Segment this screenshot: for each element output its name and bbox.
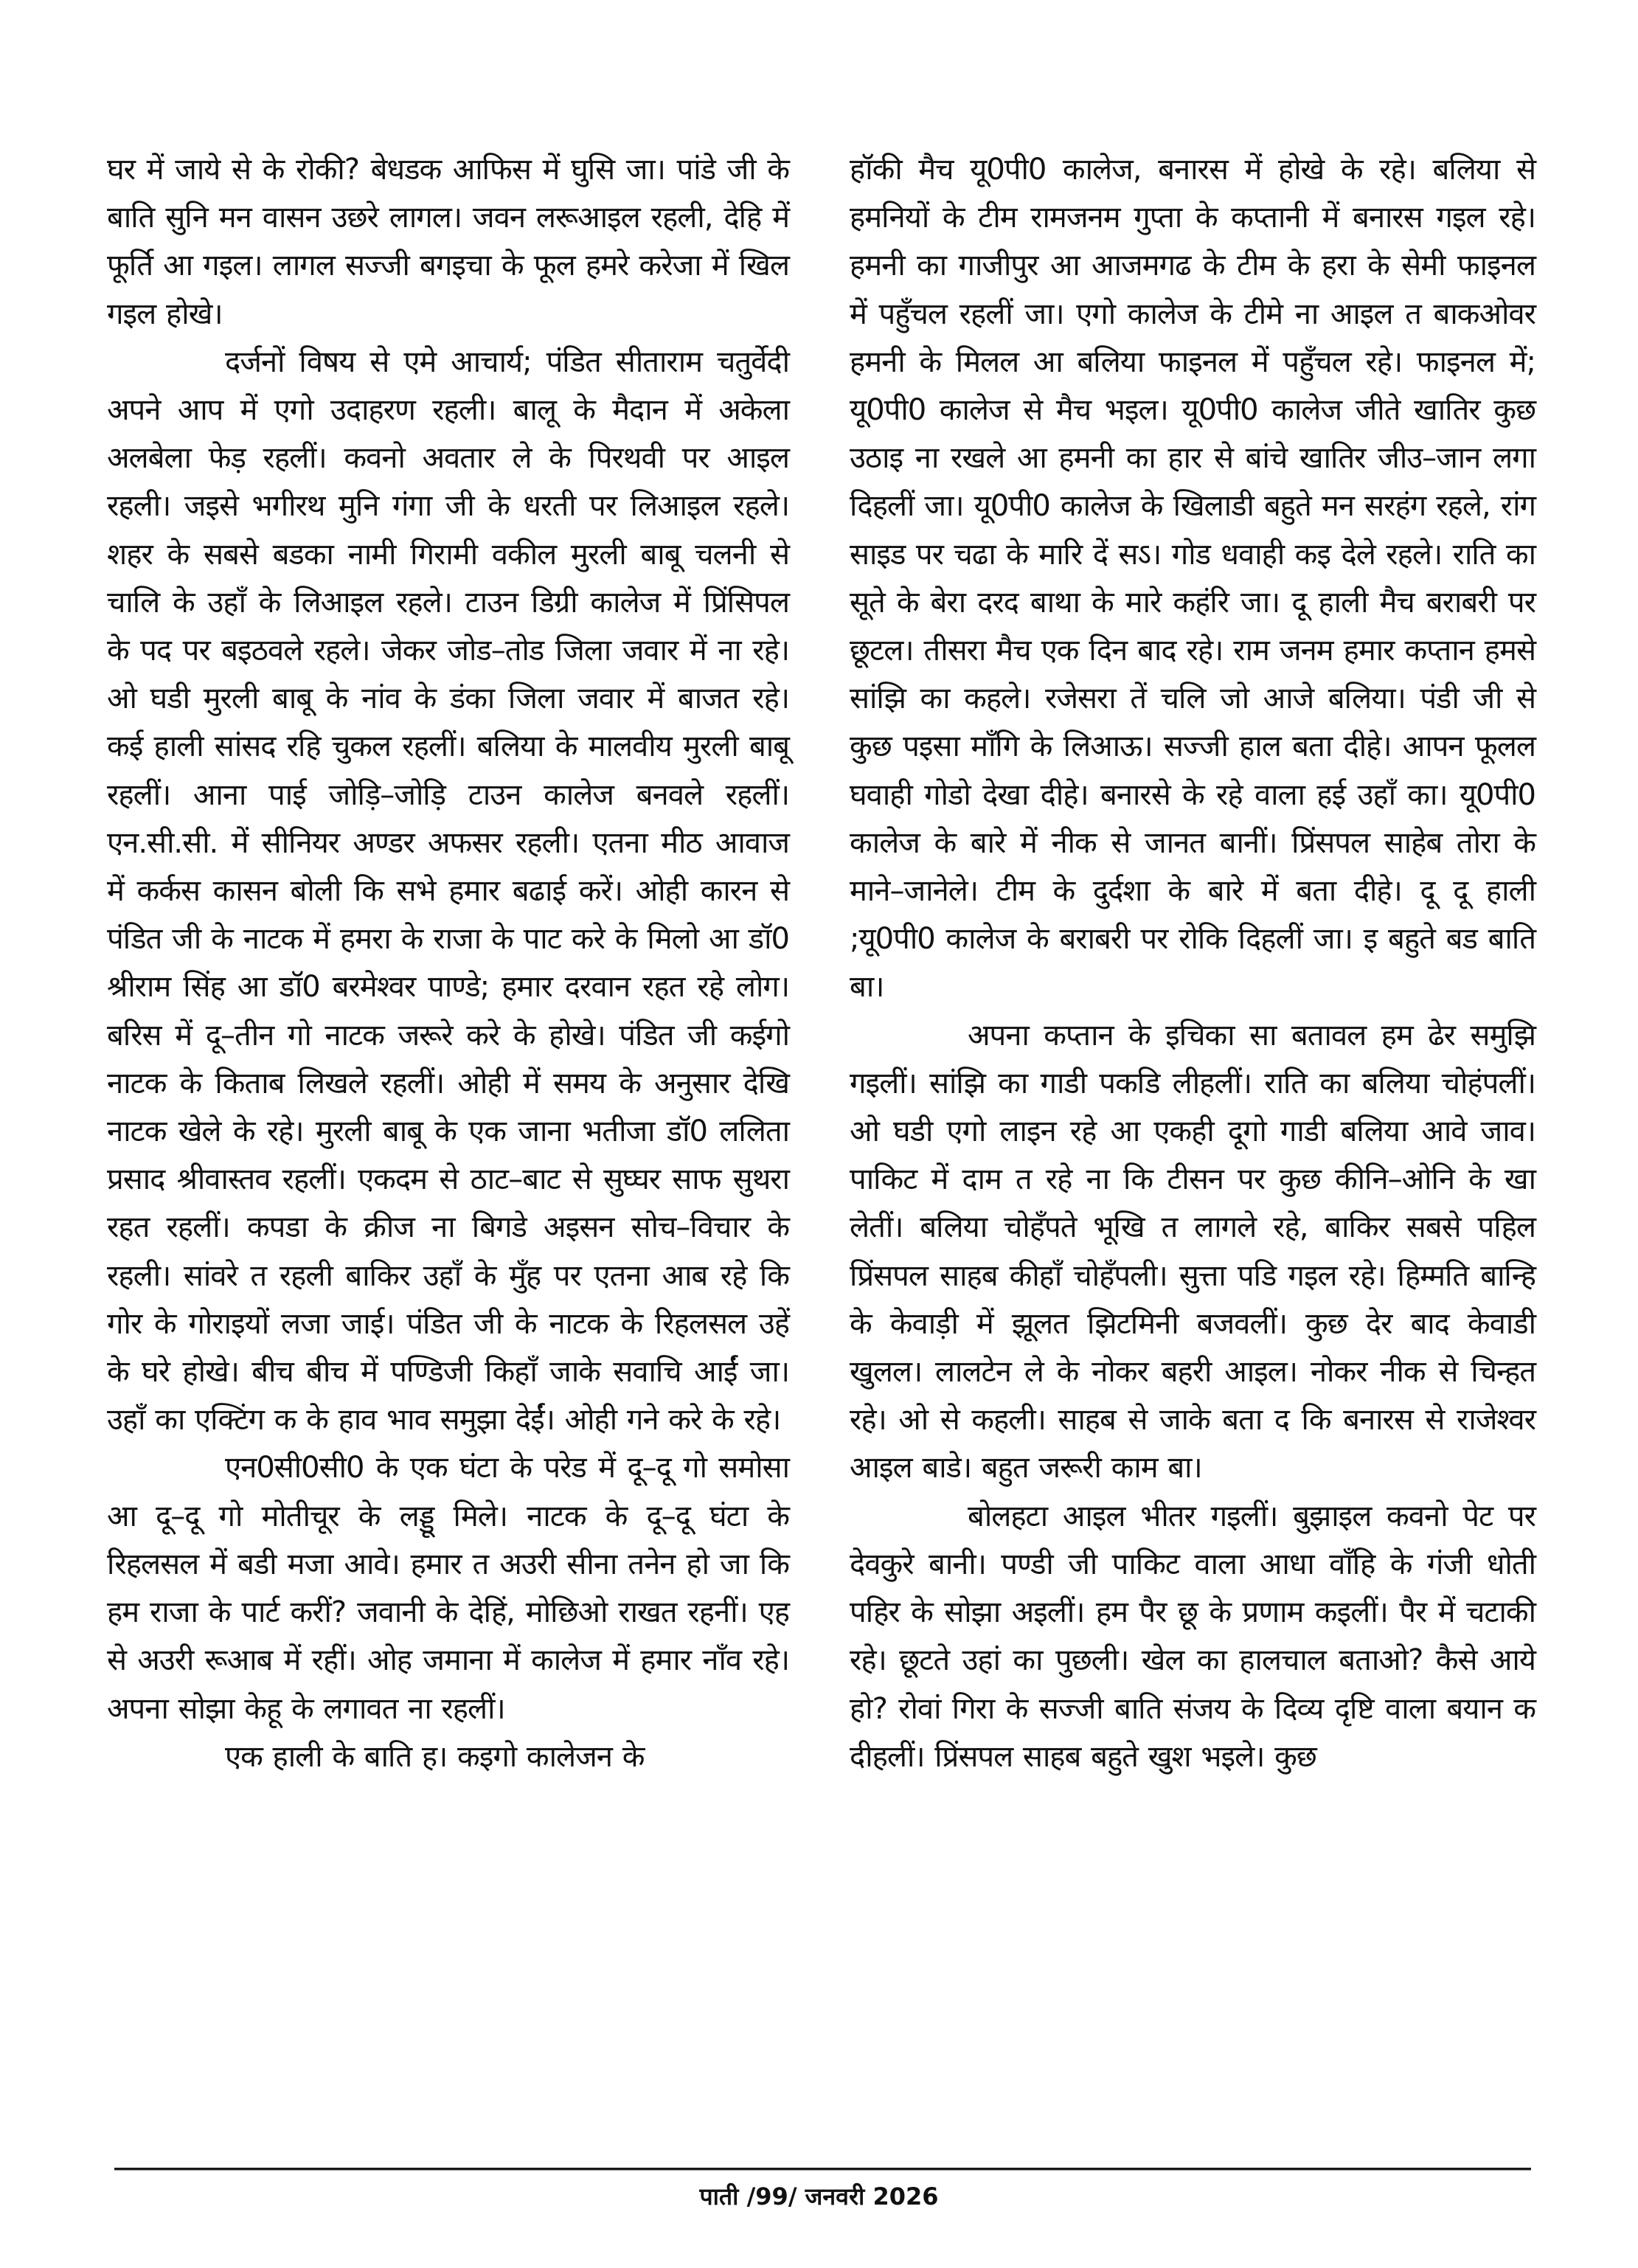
right-text-column [850, 146, 1535, 1781]
paragraph: बोलहटा आइल भीतर गइलीं। बुझाइल कवनो पेट पर देवकुरे बानी। पण्डी जी पाकिट वाला आधा वॉंहि के गंजी धोती पहिर के सोझा अइलीं। हम पैर छू के प्रणाम कइलीं। पैर में चटाकी रहे। छूटते उहां का पुछली। खेल का हालचाल बताओ? कैसे आये हो? रोवां गिरा के सज्जी बाति संजय के दिव्य दृष्टि वाला बयान क दीहलीं। प्रिंसपल साहब बहुते खुश भइले। कुछ [850, 1499, 1535, 1774]
paragraph: हॉकी मैच यू0पी0 कालेज, बनारस में होखे के रहे। बलिया से हमनियों के टीम रामजनम गुप्ता के कप्तानी में बनारस गइल रहे। हमनी का गाजीपुर आ आजमगढ के टीम के हरा के सेमी फाइनल में पहुँचल रहलीं जा। एगो कालेज के टीमे ना आइल त बाकओवर हमनी के मिलल आ बलिया फाइनल में पहुँचल रहे। फाइनल में; यू0पी0 कालेज से मैच भइल। यू0पी0 कालेज जीते खातिर कुछ उठाइ ना रखले आ हमनी का हार से बांचे खातिर जीउ–जान लगा दिहलीं जा। यू0पी0 कालेज के खिलाडी बहुते मन सरहंग रहले, रांग साइड पर चढा के मारि दें सऽ। गोड धवाही कइ देले रहले। राति का सूते के बेरा दरद बाथा के मारे कहंरि जा। दू हाली मैच बराबरी पर छूटल। तीसरा मैच एक दिन बाद रहे। राम जनम हमार कप्तान हमसे सांझि का कहले। रजेसरा तें चलि जो आजे बलिया। पंडी जी से कुछ पइसा मॉंगि के लिआऊ। सज्जी हाल बता दीहे। आपन फूलल घवाही गोडो देखा दीहे। बनारसे के रहे वाला हई उहाँ का। यू0पी0 कालेज के बारे में नीक से जानत बानीं। प्रिंसपल साहेब तोरा के माने–जानेले। टीम के दुर्दशा के बारे में बता दीहे। दू दू हाली ;यू0पी0 कालेज के बराबरी पर रोकि दिहलीं जा। इ बहुते बड बाति बा। [850, 153, 1535, 1005]
paragraph: अपना कप्तान के इचिका सा बतावल हम ढेर समुझि गइलीं। सांझि का गाडी पकडि लीहलीं। राति का बलिया चोहंपलीं। ओ घडी एगो लाइन रहे आ एकही दूगो गाडी बलिया आवे जाव। पाकिट में दाम त रहे ना कि टीसन पर कुछ कीनि–ओनि के खा लेतीं। बलिया चोहँपते भूखि त लागले रहे, बाकिर सबसे पहिल प्रिंसपल साहब कीहाँ चोहँपली। सुत्ता पडि गइल रहे। हिम्मति बान्हि के केवाड़ी में झूलत झिटमिनी बजवलीं। कुछ देर बाद केवाडी खुलल। लालटेन ले के नोकर बहरी आइल। नोकर नीक से चिन्हत रहे। ओ से कहली। साहब से जाके बता द कि बनारस से राजेश्वर आइल बाडे। बहुत जरूरी काम बा। [850, 1018, 1535, 1485]
left-text-column [107, 146, 789, 1781]
paragraph: एन0सी0सी0 के एक घंटा के परेड में दू–दू गो समोसा आ दू–दू गो मोतीचूर के लड्डू मिले। नाटक के दू–दू घंटा के रिहलसल में बडी मजा आवे। हमार त अउरी सीना तनेन हो जा कि हम राजा के पार्ट करीं? जवानी के देहिं, मोछिओ राखत रहनीं। एह से अउरी रूआब में रहीं। ओह जमाना में कालेज में हमार नाँव रहे। अपना सोझा केहू के लगावत ना रहलीं। [107, 1451, 789, 1726]
paragraph: घर में जाये से के रोकी? बेधडक आफिस में घुसि जा। पांडे जी के बाति सुनि मन वासन उछरे लागल। जवन लरूआइल रहली, देहि में फूर्ति आ गइल। लागल सज्जी बगइचा के फूल हमरे करेजा में खिल गइल होखे। [107, 153, 789, 331]
page-footer: पाती /99/ जनवरी 2026 [699, 2182, 939, 2210]
footer-divider [114, 2168, 1531, 2170]
paragraph: दर्जनों विषय से एमे आचार्य; पंडित सीताराम चतुर्वेदी अपने आप में एगो उदाहरण रहली। बालू के मैदान में अकेला अलबेला फेड़ रहलीं। कवनो अवतार ले के पिरथवी पर आइल रहली। जइसे भगीरथ मुनि गंगा जी के धरती पर लिआइल रहले। शहर के सबसे बडका नामी गिरामी वकील मुरली बाबू चलनी से चालि के उहाँ के लिआइल रहले। टाउन डिग्री कालेज में प्रिंसिपल के पद पर बइठवले रहले। जेकर जोड–तोड जिला जवार में ना रहे। ओ घडी मुरली बाबू के नांव के डंका जिला जवार में बाजत रहे। कई हाली सांसद रहि चुकल रहलीं। बलिया के मालवीय मुरली बाबू रहलीं। आना पाई जोड़ि–जोड़ि टाउन कालेज बनवले रहलीं। एन.सी.सी. में सीनियर अण्डर अफसर रहली। एतना मीठ आवाज में कर्कस कासन बोली कि सभे हमार बढाई करें। ओही कारन से पंडित जी के नाटक में हमरा के राजा के पाट करे के मिलो आ डॉ0 श्रीराम सिंह आ डॉ0 बरमेश्वर पाण्डे; हमार दरवान रहत रहे लोग। बरिस में दू–तीन गो नाटक जरूरे करे के होखे। पंडित जी कईगो नाटक के किताब लिखले रहलीं। ओही में समय के अनुसार देखि नाटक खेले के रहे। मुरली बाबू के एक जाना भतीजा डॉ0 ललिता प्रसाद श्रीवास्तव रहलीं। एकदम से ठाट–बाट से सुघ्घर साफ सुथरा रहत रहलीं। कपडा के क्रीज ना बिगडे अइसन सोच–विचार के रहली। सांवरे त रहली बाकिर उहाँ के मुँह पर एतना आब रहे कि गोर के गोराइयों लजा जाई। पंडित जी के नाटक के रिहलसल उहें के घरे होखे। बीच बीच में पण्डिजी किहाँ जाके सवाचि आईं जा। उहाँ का एक्टिंग क के हाव भाव समुझा देईं। ओही गने करे के रहे। [107, 344, 789, 1438]
paragraph: एक हाली के बाति ह। कइगो कालेजन के [225, 1739, 645, 1774]
